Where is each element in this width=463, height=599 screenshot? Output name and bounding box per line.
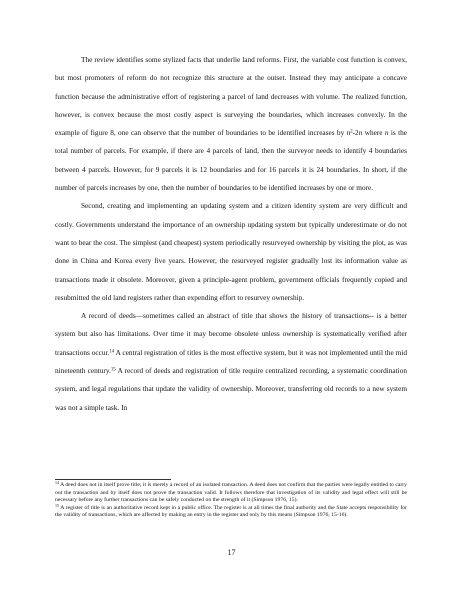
paragraph-text: A record of deeds and registration of title require centralized recording, a systematic coordination system, and legal regulations that update the validity of ownership. Moreover, transferring old records to a new system was not a simple task. In [55, 366, 407, 412]
variable-n: n [358, 128, 363, 138]
paragraph-2 [55, 197, 407, 307]
footnote-separator [55, 479, 171, 480]
variable-n: n [384, 128, 389, 138]
variable-n: n [346, 128, 351, 138]
footnote-ref-14: 14 [109, 349, 115, 355]
footnote-text: A deed does not in itself prove title; it is merely a record of an isolated transaction. A deed does not confirm that the parties were legally entitled to carry out the transaction and by itself does not prove the transaction valid. It follows therefore that investigation of its validity and legal effect will still be necessary before any further transactions can be safely conducted on the strength of it (Simpson 1976, 15). [55, 482, 407, 503]
paragraph-text: -2 [352, 128, 359, 138]
footnote-15 [55, 502, 407, 520]
footnote-14 [55, 482, 407, 505]
superscript: 2 [350, 129, 353, 135]
footnote-ref-15: 15 [110, 367, 116, 373]
footnote-number: 14 [55, 480, 59, 485]
paragraph-text: is the total number of parcels. For example, if there are 4 parcels of land, then the surveyor needs to identify 4 boundaries between 4 parcels. However, for 9 parcels it is 12 boundaries and for 16 parcels it is 24 boundaries. In short, if the number of parcels increases by one, then the number of boundaries to be identified increases by one or more. [55, 128, 407, 193]
paragraph-1 [55, 51, 407, 197]
paragraph-text: The review identifies some stylized facts that underlie land reforms. First, the variable cost function is convex, but most promoters of reform do not recognize this structure at the outset. Instead they may anticipate a concave function because the administrative effort of registering a parcel of land decreases with volume. The realized function, however, is convex because the most costly aspect is surveying the boundaries, which increases convexly. In the example of figure 8, one can observe that the number of boundaries to be identified increases by [55, 55, 407, 138]
footnote-text: A register of title is an authoritative record kept in a public office. The register is at all times the final authority and the State accepts responsibility for the validity of transactions, which are affected by making an entry in the register and only by this means (Simpson 1976, 15-16). [55, 504, 407, 518]
paragraph-text: Second, creating and implementing an updating system and a citizen identity system are very difficult and costly. Governments understand the importance of an ownership updating system but typically underestimate or do not want to bear the cost. The simplest (and cheapest) system periodically resurveyed ownership by visiting the plot, as was done in China and Korea every five years. However, the resurveyed register gradually lost its information value as transactions made it obsolete. Moreover, given a principle-agent problem, government officials frequently copied and resubmitted the old land registers rather than expending effort to resurvey ownership. [55, 201, 407, 302]
footnotes [55, 482, 407, 520]
paragraph-text: A record of deeds—sometimes called an abstract of title that shows the history of transactions-- is a better system but also has limitations. Over time it may become obsolete unless ownership is systematically verified after transactions occur. [55, 311, 407, 357]
paragraph-3 [55, 307, 407, 417]
paragraph-text: A central registration of titles is the most effective system, but it was not implemented until the mid nineteenth century. [55, 347, 407, 376]
page-number: 17 [227, 548, 236, 557]
paragraph-text: where [362, 128, 385, 138]
body-text [55, 51, 407, 417]
footnote-number: 15 [55, 502, 59, 508]
